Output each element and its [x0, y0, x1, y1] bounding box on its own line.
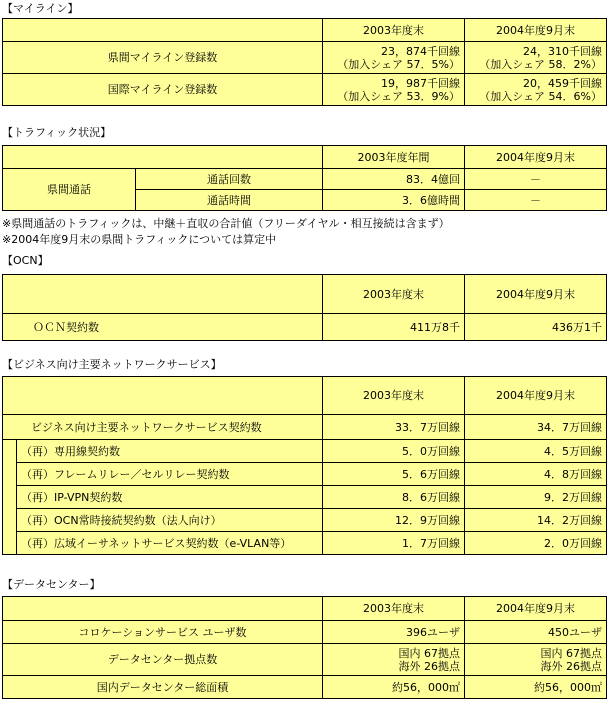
value-cell: 9．2万回線 — [465, 486, 607, 509]
value-cell: 411万8千 — [323, 314, 465, 341]
row-label: 県間マイライン登録数 — [3, 42, 323, 74]
row-label: 通話回数 — [136, 169, 323, 190]
value-cell: 436万1千 — [465, 314, 607, 341]
table-row — [3, 621, 607, 644]
value-cell: 5．0万回線 — [323, 440, 465, 463]
table-row — [3, 509, 607, 532]
ocn-title: 【OCN】 — [2, 254, 49, 267]
value-cell: 5．6万回線 — [323, 463, 465, 486]
col-header-2004: 2004年度9月末 — [465, 377, 607, 415]
value-cell: － — [465, 190, 607, 211]
value-cell: 2．0万回線 — [465, 532, 607, 555]
value-cell: 4．5万回線 — [465, 440, 607, 463]
row-label: （再）フレームリレー／セルリレー契約数 — [17, 463, 323, 486]
header-blank-cell — [3, 597, 323, 621]
row-label: コロケーションサービス ユーザ数 — [3, 621, 323, 644]
col-header-2004: 2004年度9月末 — [465, 597, 607, 621]
value-cell: 14．2万回線 — [465, 509, 607, 532]
value-cell: 23，874千回線 （加入シェア 57．5%） — [323, 42, 465, 74]
table-row — [3, 314, 607, 341]
datacenter-table — [2, 596, 607, 699]
value-cell: 24，310千回線 （加入シェア 58．2%） — [465, 42, 607, 74]
table-row — [3, 532, 607, 555]
col-header-2004: 2004年度9月末 — [465, 19, 607, 42]
value-cell: 1．7万回線 — [323, 532, 465, 555]
table-row — [3, 644, 607, 676]
myline-table — [2, 18, 607, 106]
business-title: 【ビジネス向け主要ネットワークサービス】 — [2, 358, 222, 371]
value-cell: 3．6億時間 — [323, 190, 465, 211]
traffic-note-1: ※県間通話のトラフィックは、中継＋直収の合計値（フリーダイヤル・相互接続は含まず） — [2, 217, 450, 230]
business-table — [2, 376, 607, 555]
row-label: 国内データセンター総面積 — [3, 676, 323, 699]
traffic-title: 【トラフィック状況】 — [2, 126, 112, 139]
indent-cell — [3, 440, 17, 555]
col-header-2003: 2003年度年間 — [323, 146, 465, 169]
value-cell: 約56，000㎡ — [465, 676, 607, 699]
col-header-2003: 2003年度末 — [323, 377, 465, 415]
value-cell: 国内 67拠点 海外 26拠点 — [465, 644, 607, 676]
myline-title: 【マイライン】 — [2, 2, 79, 15]
value-cell: 8．6万回線 — [323, 486, 465, 509]
value-cell: 450ユーザ — [465, 621, 607, 644]
row-label: ビジネス向け主要ネットワークサービス契約数 — [3, 415, 323, 440]
row-label: ＯＣＮ契約数 — [3, 314, 323, 341]
row-label: （再）OCN常時接続契約数（法人向け） — [17, 509, 323, 532]
row-label: 通話時間 — [136, 190, 323, 211]
table-row — [3, 463, 607, 486]
header-blank-cell — [3, 19, 323, 42]
col-header-2004: 2004年度9月末 — [465, 146, 607, 169]
header-blank-cell — [3, 377, 323, 415]
traffic-note-2: ※2004年度9月末の県間トラフィックについては算定中 — [2, 233, 277, 246]
row-label: （再）専用線契約数 — [17, 440, 323, 463]
value-cell: － — [465, 169, 607, 190]
col-header-2003: 2003年度末 — [323, 597, 465, 621]
value-cell: 12．9万回線 — [323, 509, 465, 532]
table-row — [3, 486, 607, 509]
header-blank-cell — [3, 146, 323, 169]
value-cell: 4．8万回線 — [465, 463, 607, 486]
col-header-2003: 2003年度末 — [323, 19, 465, 42]
traffic-table — [2, 145, 607, 211]
datacenter-title: 【データセンター】 — [2, 578, 101, 591]
col-header-2004: 2004年度9月末 — [465, 275, 607, 314]
value-cell: 約56，000㎡ — [323, 676, 465, 699]
header-blank-cell — [3, 275, 323, 314]
ocn-table — [2, 274, 607, 341]
group-label: 県間通話 — [3, 169, 136, 211]
value-cell: 20，459千回線 （加入シェア 54．6%） — [465, 74, 607, 106]
table-row — [3, 74, 607, 106]
table-row — [3, 42, 607, 74]
table-row — [3, 440, 607, 463]
value-cell: 国内 67拠点 海外 26拠点 — [323, 644, 465, 676]
table-row — [3, 169, 607, 190]
row-label: データセンター拠点数 — [3, 644, 323, 676]
value-cell: 396ユーザ — [323, 621, 465, 644]
row-label: 国際マイライン登録数 — [3, 74, 323, 106]
table-row — [3, 676, 607, 699]
table-row — [3, 415, 607, 440]
row-label: （再）IP-VPN契約数 — [17, 486, 323, 509]
value-cell: 83．4億回 — [323, 169, 465, 190]
col-header-2003: 2003年度末 — [323, 275, 465, 314]
value-cell: 34．7万回線 — [465, 415, 607, 440]
value-cell: 33．7万回線 — [323, 415, 465, 440]
value-cell: 19，987千回線 （加入シェア 53．9%） — [323, 74, 465, 106]
row-label: （再）広域イーサネットサービス契約数（e-VLAN等） — [17, 532, 323, 555]
